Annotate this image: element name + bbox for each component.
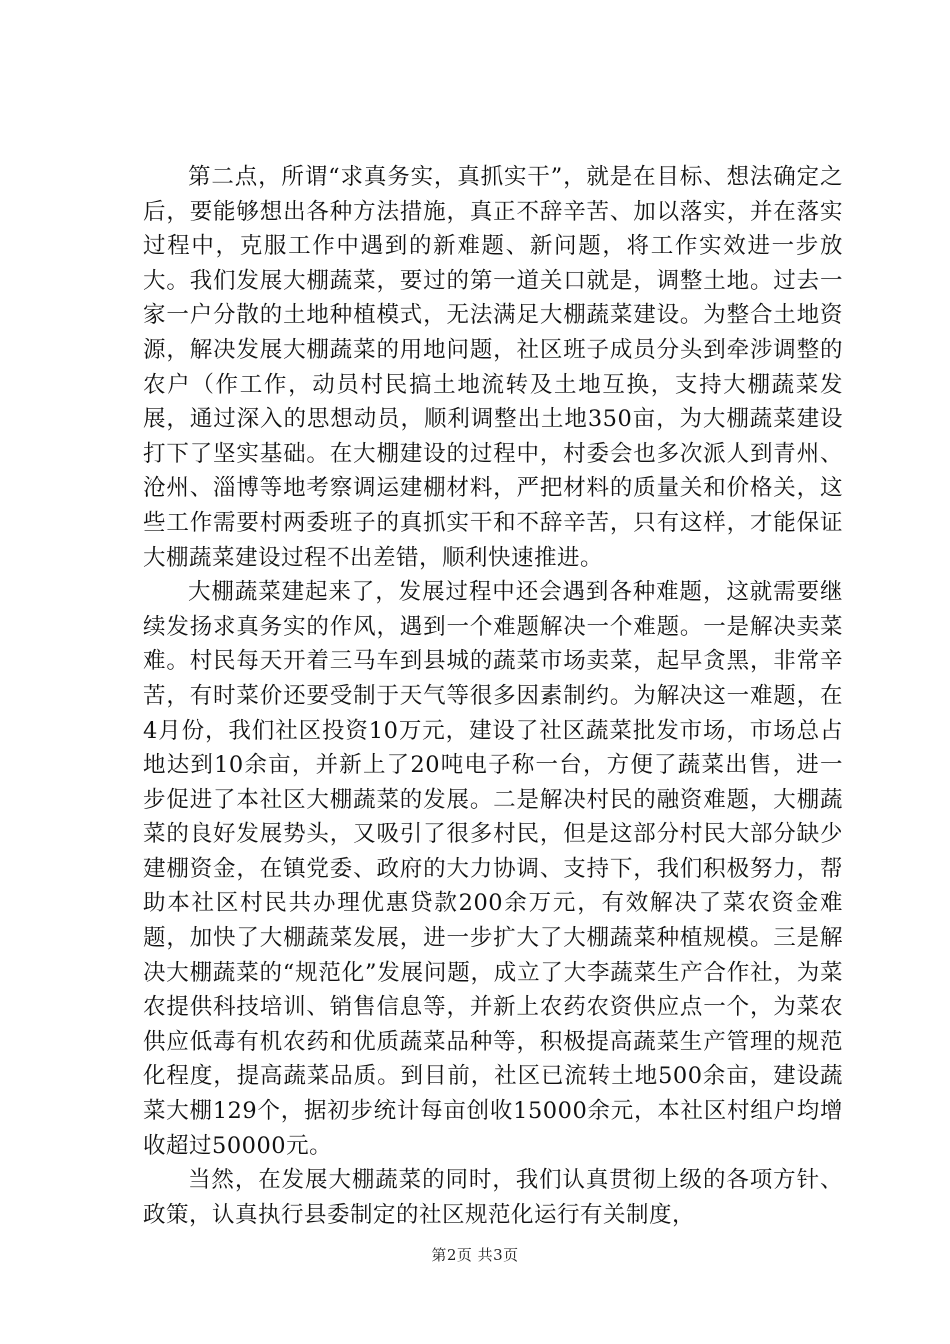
page-footer: 第2页 共3页 [431, 1246, 519, 1264]
paragraph-2: 大棚蔬菜建起来了，发展过程中还会遇到各种难题，这就需要继续发扬求真务实的作风，遇到一个难题解决一个难题。一是解决卖菜难。村民每天开着三马车到县城的蔬菜市场卖菜，起早贪黑，非常辛苦，有时菜价还要受制于天气等很多因素制约。为解决这一难题，在4月份，我们社区投资10万元，建设了社区蔬菜批发市场，市场总占地达到10余亩，并新上了20吨电子称一台，方便了蔬菜出售，进一步促进了本社区大棚蔬菜的发展。二是解决村民的融资难题，大棚蔬菜的良好发展势头，又吸引了很多村民，但是这部分村民大部分缺少建棚资金，在镇党委、政府的大力协调、支持下，我们积极努力，帮助本社区村民共办理优惠贷款200余万元，有效解决了菜农资金难题，加快了大棚蔬菜发展，进一步扩大了大棚蔬菜种植规模。三是解决大棚蔬菜的“规范化”发展问题，成立了大李蔬菜生产合作社，为菜农提供科技培训、销售信息等，并新上农药农资供应点一个，为菜农供应低毒有机农药和优质蔬菜品种等，积极提高蔬菜生产管理的规范化程度，提高蔬菜品质。到目前，社区已流转土地500余亩，建设蔬菜大棚129个，据初步统计每亩创收15000余元，本社区村组户均增收超过50000元。 [143, 579, 843, 1159]
paragraph-1: 第二点，所谓“求真务实，真抓实干”，就是在目标、想法确定之后，要能够想出各种方法措施，真正不辞辛苦、加以落实，并在落实过程中，克服工作中遇到的新难题、新问题，将工作实效进一步放大。我们发展大棚蔬菜，要过的第一道关口就是，调整土地。过去一家一户分散的土地种植模式，无法满足大棚蔬菜建设。为整合土地资源，解决发展大棚蔬菜的用地问题，社区班子成员分头到牵涉调整的农户（作工作，动员村民搞土地流转及土地互换，支持大棚蔬菜发展，通过深入的思想动员，顺利调整出土地350亩，为大棚蔬菜建设打下了坚实基础。在大棚建设的过程中，村委会也多次派人到青州、沧州、淄博等地考察调运建棚材料，严把材料的质量关和价格关，这些工作需要村两委班子的真抓实干和不辞辛苦，只有这样，才能保证大棚蔬菜建设过程不出差错，顺利快速推进。 [143, 164, 843, 571]
paragraph-3: 当然，在发展大棚蔬菜的同时，我们认真贯彻上级的各项方针、政策，认真执行县委制定的社区规范化运行有关制度， [143, 1167, 843, 1228]
document-body [143, 160, 843, 1232]
